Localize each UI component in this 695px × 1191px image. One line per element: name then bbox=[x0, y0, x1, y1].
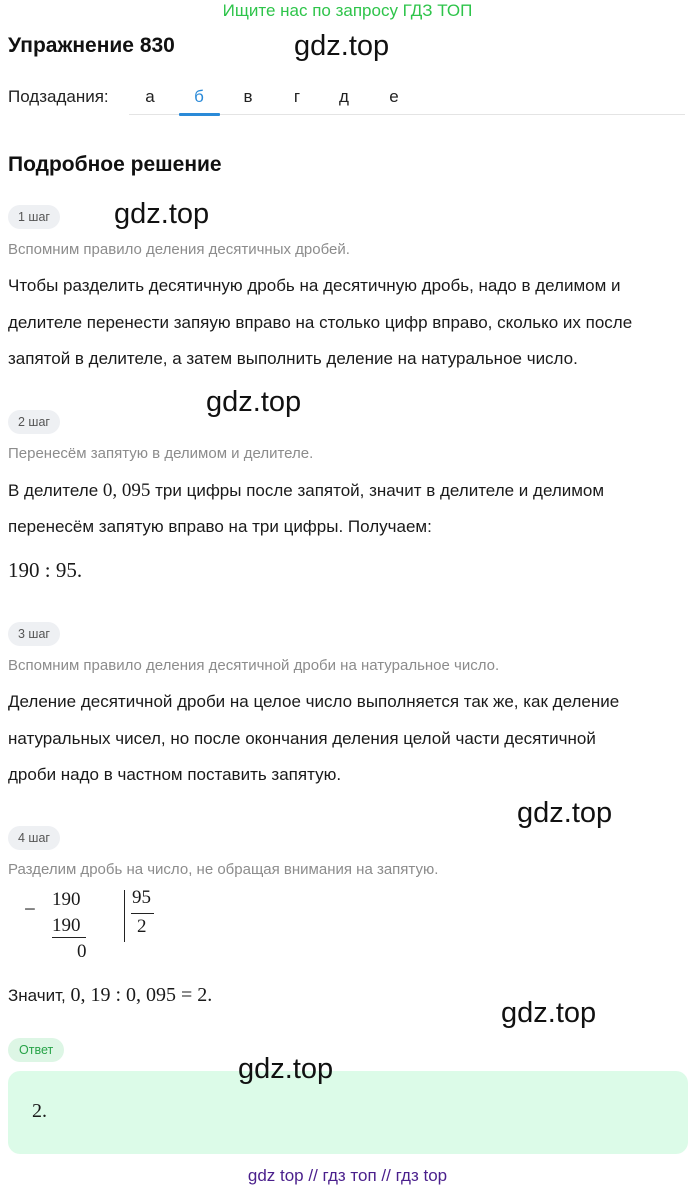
active-tab-indicator bbox=[179, 113, 220, 116]
quotient: 2 bbox=[137, 916, 147, 937]
footer-separator: // bbox=[381, 1166, 391, 1185]
text-fragment: Значит, bbox=[8, 986, 66, 1005]
division-bar bbox=[124, 890, 125, 942]
step-text-line: натуральных чисел, но после окончания деления целой части десятичной bbox=[8, 729, 596, 748]
footer-link[interactable]: gdz top bbox=[247, 1166, 304, 1185]
watermark: gdz.top bbox=[294, 30, 390, 62]
conclusion bbox=[8, 984, 212, 1007]
subtrahend: 190 bbox=[52, 915, 81, 936]
step-text-line: перенесём запятую вправо на три цифры. Получаем: bbox=[8, 517, 432, 536]
dividend: 190 bbox=[52, 889, 81, 910]
watermark: gdz.top bbox=[238, 1053, 334, 1085]
watermark: gdz.top bbox=[206, 386, 302, 418]
answer-badge: Ответ bbox=[8, 1038, 64, 1062]
step-text-line: Чтобы разделить десятичную дробь на десятичную дробь, надо в делимом и bbox=[8, 276, 621, 295]
answer-value: 2. bbox=[32, 1100, 47, 1122]
step-hint: Разделим дробь на число, не обращая внимания на запятую. bbox=[8, 861, 439, 878]
minus-sign: − bbox=[24, 897, 36, 921]
tab-e[interactable]: е bbox=[389, 87, 399, 106]
watermark: gdz.top bbox=[517, 797, 613, 829]
footer-links bbox=[0, 1166, 695, 1186]
math-conclusion: 0, 19 : 0, 095 = 2. bbox=[70, 984, 213, 1006]
subtasks-label: Подзадания: bbox=[8, 87, 109, 106]
tab-a[interactable]: а bbox=[145, 87, 155, 106]
divisor: 95 bbox=[132, 887, 151, 908]
text-fragment: В делителе bbox=[8, 481, 99, 500]
footer-separator: // bbox=[308, 1166, 318, 1185]
step-text-line: Деление десятичной дроби на целое число выполняется так же, как деление bbox=[8, 692, 620, 711]
step-hint: Вспомним правило деления десятичной дроби на натуральное число. bbox=[8, 657, 500, 674]
math-divisor: 0, 095 bbox=[102, 480, 151, 501]
step-badge: 4 шаг bbox=[8, 826, 60, 850]
step-badge: 2 шаг bbox=[8, 410, 60, 434]
tab-v[interactable]: в bbox=[243, 87, 253, 106]
watermark: gdz.top bbox=[114, 198, 210, 230]
step-text-line: запятой в делителе, а затем выполнить деление на натуральное число. bbox=[8, 349, 578, 368]
solution-title: Подробное решение bbox=[8, 153, 222, 176]
divisor-line bbox=[131, 913, 154, 914]
answer-box bbox=[8, 1071, 688, 1154]
tab-b[interactable]: б bbox=[194, 87, 204, 106]
top-banner: Ищите нас по запросу ГДЗ ТОП bbox=[222, 1, 473, 20]
step-badge: 1 шаг bbox=[8, 205, 60, 229]
tab-g[interactable]: г bbox=[293, 87, 301, 106]
page-title: Упражнение 830 bbox=[8, 34, 175, 57]
step-hint: Перенесём запятую в делимом и делителе. bbox=[8, 445, 314, 462]
step-text-line: дроби надо в частном поставить запятую. bbox=[8, 765, 342, 784]
math-result: 190 : 95. bbox=[8, 558, 83, 582]
footer-link[interactable]: гдз топ bbox=[322, 1166, 377, 1185]
step-hint: Вспомним правило деления десятичных дробей. bbox=[8, 241, 350, 258]
step-text-line: делителе перенести запяую вправо на столько цифр вправо, сколько их после bbox=[8, 313, 633, 332]
watermark: gdz.top bbox=[501, 997, 597, 1029]
remainder: 0 bbox=[77, 941, 87, 962]
footer-link[interactable]: гдз top bbox=[395, 1166, 448, 1185]
tab-d[interactable]: д bbox=[339, 87, 349, 106]
step-badge: 3 шаг bbox=[8, 622, 60, 646]
step-text-line bbox=[8, 480, 604, 502]
subtraction-line bbox=[52, 937, 86, 938]
text-fragment: три цифры после запятой, значит в делителе и делимом bbox=[155, 481, 605, 500]
